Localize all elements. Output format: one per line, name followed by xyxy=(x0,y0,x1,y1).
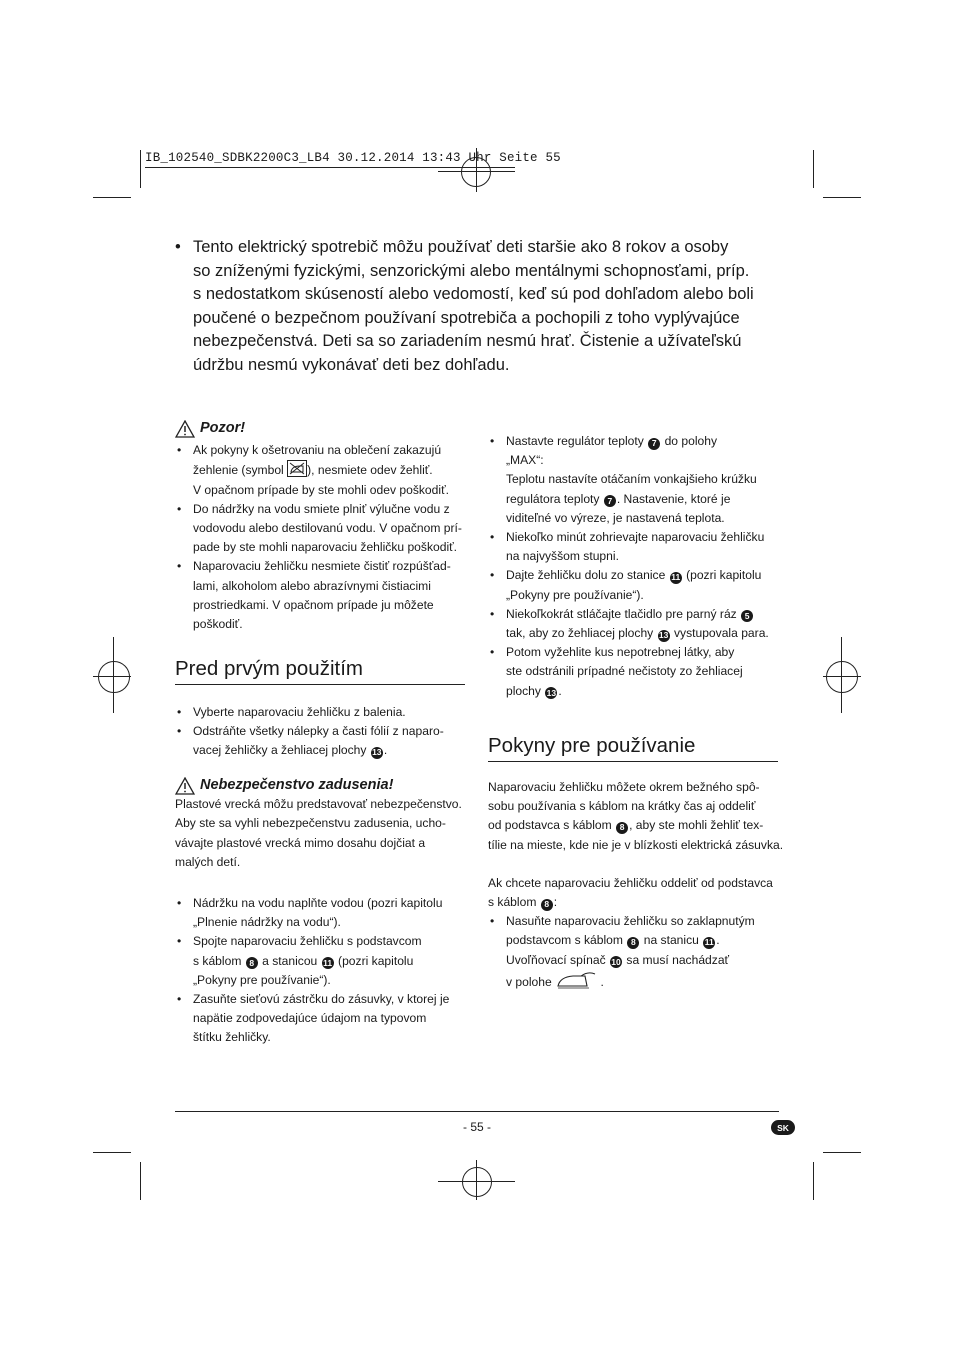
danger-block xyxy=(175,776,470,872)
warning-heading xyxy=(175,776,470,795)
paragraph: Ak chcete naparovaciu žehličku oddeliť od podstavca s káblom 8 : xyxy=(488,875,773,910)
intro-line: nebezpečenstvá. Deti sa so zariadením nesmú hrať. Čistenie a užívateľskú xyxy=(193,332,742,351)
list-item: • Ak pokyny k ošetrovaniu na oblečení zakazujú žehlenie (symbol ), nesmiete odev žehliť. V opačnom prípade by ste mohli odev poškodiť. xyxy=(175,441,470,500)
section-title-pokyny-pre-pouzivanie: Pokyny pre používanie xyxy=(488,734,778,762)
usage-list xyxy=(488,912,788,992)
list-item: • Nastavte regulátor teploty 7 do polohy „MAX“: Teplotu nastavíte otáčaním vonkajšieho krúžku regulátora teploty 7 . Nastavenie, ktoré je viditeľné vo výreze, je nastavená teplota. xyxy=(488,432,783,528)
list-item: • Naparovaciu žehličku nesmiete čistiť rozpúšťad- lami, alkoholom alebo abrazívnymi čistiacimi prostriedkami. V opačnom prípade ju môžete poškodiť. xyxy=(175,557,470,634)
intro-line: so zníženými fyzickými, senzorickými alebo mentálnymi schopnosťami, príp. xyxy=(193,261,750,280)
part-number-8: 8 xyxy=(246,957,258,969)
warning-icon xyxy=(175,420,195,438)
crop-mark xyxy=(93,1152,131,1153)
section-title-pred-prvym-pouzitim: Pred prvým použitím xyxy=(175,657,465,685)
registration-line xyxy=(841,637,842,713)
unpack-list-wrap xyxy=(175,703,470,761)
setup-steps xyxy=(175,894,470,1048)
part-number-13: 13 xyxy=(658,630,669,641)
crop-mark xyxy=(823,1152,861,1153)
intro-line: údržbu nesmú vykonávať deti bez dohľadu. xyxy=(193,355,510,374)
crop-mark xyxy=(813,1162,814,1200)
part-number-7: 7 xyxy=(648,438,660,450)
crop-mark xyxy=(140,1162,141,1200)
list-item: • Do nádržky na vodu smiete plniť výlučne vodu z vodovodu alebo destilovanú vodu. V opačnom prí- pade by ste mohli naparovaciu žehličku poškodiť. xyxy=(175,500,470,558)
list-item: • Nasuňte naparovaciu žehličku so zaklapnutým podstavcom s káblom 8 na stanicu 11 . Uvoľňovací spínač 10 sa musí nachádzať v polohe . xyxy=(488,912,788,992)
unpack-list xyxy=(175,703,470,761)
crop-mark xyxy=(823,197,861,198)
text-line: vávajte plastové vrecká mimo dosahu dojčiat a xyxy=(175,835,426,850)
list-item: • Niekoľkokrát stláčajte tlačidlo pre parný ráz 5 tak, aby zo žehliacej plochy 13 vystupovala para. xyxy=(488,605,783,643)
list-item: • Dajte žehličku dolu zo stanice 11 (pozri kapitolu „Pokyny pre používanie“). xyxy=(488,566,783,604)
left-column xyxy=(175,419,470,634)
list-item: • Spojte naparovaciu žehličku s podstavcom s káblom 8 a stanicou 11 (pozri kapitolu „Pokyny pre používanie“). xyxy=(175,932,470,990)
pozor-list xyxy=(175,441,470,634)
text-line: malých detí. xyxy=(175,854,241,869)
part-number-7: 7 xyxy=(604,495,616,507)
list-item: • Potom vyžehlite kus nepotrebnej látky, aby ste odstránili prípadné nečistoty zo žehliacej plochy 13 . xyxy=(488,643,783,701)
text-line: Aby ste sa vyhli nebezpečenstvu zadusenia, ucho- xyxy=(175,816,446,831)
part-number-13: 13 xyxy=(546,687,557,698)
part-number-10: 10 xyxy=(611,956,621,967)
part-number-8: 8 xyxy=(541,899,553,911)
registration-mark xyxy=(826,661,858,693)
crop-mark xyxy=(813,150,814,188)
print-slug: IB_102540_SDBK2200C3_LB4 30.12.2014 13:43 Uhr Seite 55 xyxy=(145,151,561,165)
warning-title: Pozor! xyxy=(200,420,246,436)
right-column xyxy=(488,432,783,701)
registration-line xyxy=(438,171,515,172)
registration-line xyxy=(113,637,114,713)
part-number-11: 11 xyxy=(671,572,681,583)
part-number-8: 8 xyxy=(616,822,628,834)
usage-block xyxy=(488,778,788,992)
list-item: • Vyberte naparovaciu žehličku z balenia. xyxy=(175,703,470,722)
part-number-5: 5 xyxy=(741,610,753,622)
no-ironing-symbol-icon xyxy=(287,460,307,477)
registration-line xyxy=(476,1160,477,1200)
crop-mark xyxy=(140,150,141,188)
registration-line xyxy=(823,676,861,677)
print-slug-underline xyxy=(145,167,515,168)
list-item: • Odstráňte všetky nálepky a časti fólií z naparo- vacej žehličky a žehliacej plochy 13 . xyxy=(175,722,470,760)
paragraph: Naparovaciu žehličku môžete okrem bežného spô- sobu používania s káblom na krátky čas aj oddeliť od podstavca s káblom 8 , aby ste mohli žehliť tex- tílie na mieste, kde nie je v blízkosti elektrická zásuvka. xyxy=(488,780,784,852)
warning-icon xyxy=(175,777,195,795)
footer-rule xyxy=(175,1111,779,1112)
language-badge: SK xyxy=(771,1120,795,1135)
registration-line xyxy=(438,1181,515,1182)
registration-mark xyxy=(98,661,130,693)
list-item: • Niekoľko minút zohrievajte naparovaciu žehličku na najvyššom stupni. xyxy=(488,528,783,566)
setup-list xyxy=(175,894,470,1048)
bullet: • xyxy=(175,238,181,256)
list-item: • Nádržku na vodu naplňte vodou (pozri kapitolu „Plnenie nádržky na vodu“). xyxy=(175,894,470,932)
iron-position-icon xyxy=(555,970,597,990)
crop-mark xyxy=(93,197,131,198)
registration-line xyxy=(93,676,131,677)
intro-line: Tento elektrický spotrebič môžu používať deti staršie ako 8 rokov a osoby xyxy=(193,238,729,256)
first-use-list xyxy=(488,432,783,701)
part-number-13: 13 xyxy=(372,747,382,758)
text-line: Plastové vrecká môžu predstavovať nebezpečenstvo. xyxy=(175,797,462,812)
part-number-11: 11 xyxy=(323,957,333,968)
intro-line: poučené o bezpečnom používaní spotrebiča a pochopili z toho vyplývajúce xyxy=(193,308,740,327)
part-number-11: 11 xyxy=(704,937,714,948)
part-number-8: 8 xyxy=(627,937,639,949)
list-item: • Zasuňte sieťovú zástrčku do zásuvky, v ktorej je napätie zodpovedajúce údajom na typovom štítku žehličky. xyxy=(175,990,470,1048)
warning-title: Nebezpečenstvo zadusenia! xyxy=(200,777,394,793)
registration-mark xyxy=(462,1167,492,1197)
page-number: - 55 - xyxy=(462,1120,491,1134)
warning-heading xyxy=(175,419,470,438)
intro-line: s nedostatkom skúseností alebo vedomostí, keď sú pod dohľadom alebo boli xyxy=(193,285,754,304)
